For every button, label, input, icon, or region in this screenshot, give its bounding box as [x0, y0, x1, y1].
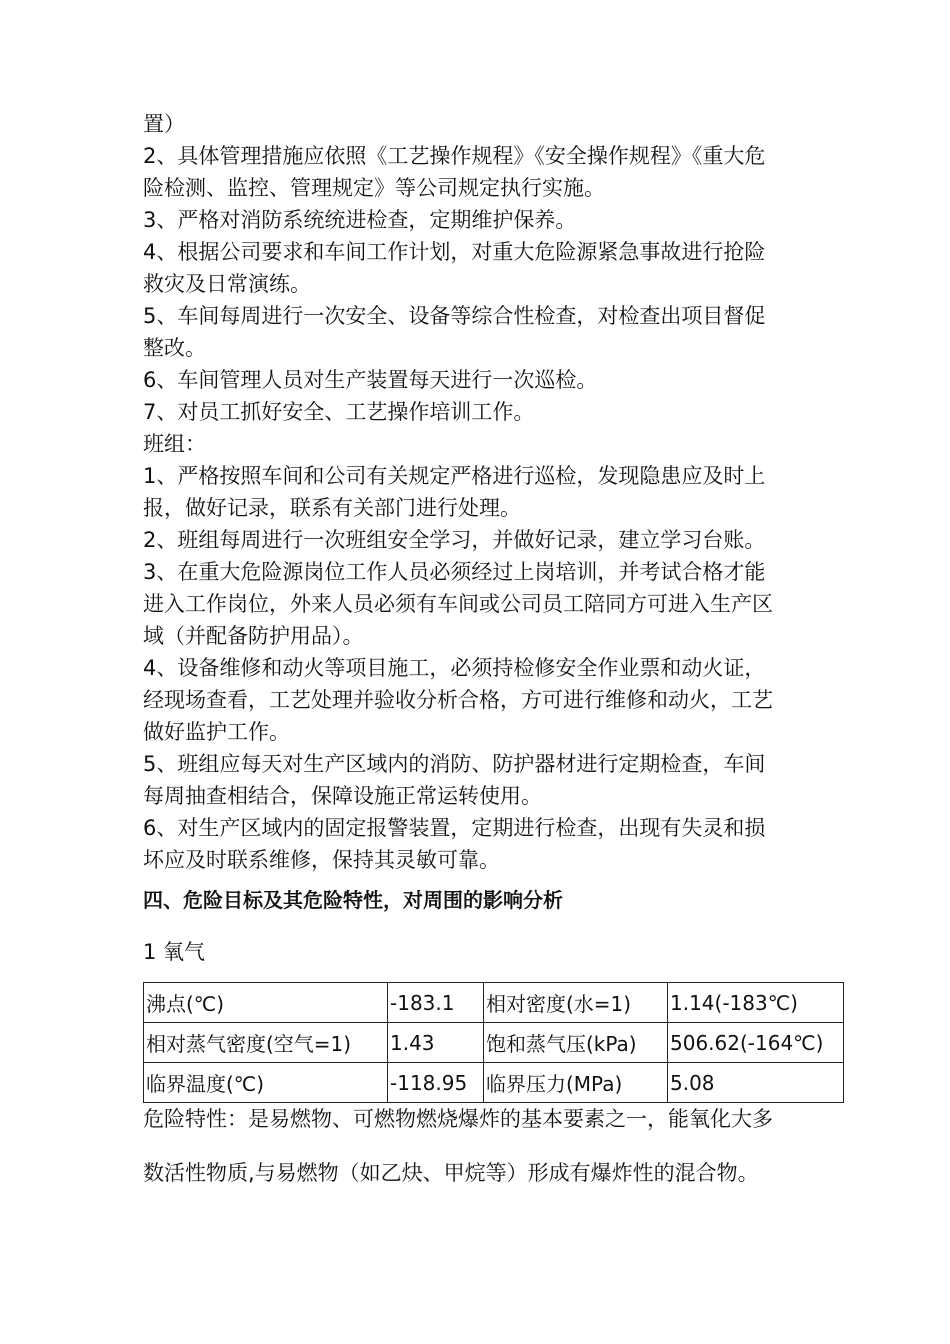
paragraph-line: 4、设备维修和动火等项目施工，必须持检修安全作业票和动火证， [143, 656, 766, 680]
paragraph-line: 3、在重大危险源岗位工作人员必须经过上岗培训，并考试合格才能 [143, 560, 766, 584]
paragraph-line: 7、对员工抓好安全、工艺操作培训工作。 [143, 400, 535, 424]
table-cell: 饱和蒸气压(kPa) [484, 1023, 668, 1063]
table-cell: 相对蒸气密度(空气=1) [144, 1023, 388, 1063]
paragraph-line: 坏应及时联系维修，保持其灵敏可靠。 [143, 848, 500, 872]
paragraph-line: 整改。 [143, 336, 206, 360]
paragraph-line: 险检测、监控、管理规定》等公司规定执行实施。 [143, 176, 605, 200]
table-cell: 沸点(℃) [144, 983, 388, 1023]
paragraph-line: 2、具体管理措施应依照《工艺操作规程》《安全操作规程》《重大危 [143, 144, 766, 168]
paragraph-line: 5、班组应每天对生产区域内的消防、防护器材进行定期检查，车间 [143, 752, 766, 776]
paragraph-line: 1、严格按照车间和公司有关规定严格进行巡检，发现隐患应及时上 [143, 464, 766, 488]
paragraph-line: 做好监护工作。 [143, 720, 290, 744]
paragraph-line: 5、车间每周进行一次安全、设备等综合性检查，对检查出项目督促 [143, 304, 766, 328]
paragraph-line: 4、根据公司要求和车间工作计划，对重大危险源紧急事故进行抢险 [143, 240, 766, 264]
substance-heading: 1 氧气 [143, 940, 206, 964]
paragraph-line: 救灾及日常演练。 [143, 272, 311, 296]
paragraph-line: 进入工作岗位，外来人员必须有车间或公司员工陪同方可进入生产区 [143, 592, 773, 616]
table-cell: 506.62(-164℃) [668, 1023, 844, 1063]
table-cell: 1.14(-183℃) [668, 983, 844, 1023]
paragraph-line: 2、班组每周进行一次班组安全学习，并做好记录，建立学习台账。 [143, 528, 766, 552]
table-cell: 1.43 [388, 1023, 484, 1063]
paragraph-line: 域（并配备防护用品）。 [143, 624, 364, 648]
paragraph-line: 经现场查看，工艺处理并验收分析合格，方可进行维修和动火，工艺 [143, 688, 773, 712]
table-cell: 临界压力(MPa) [484, 1063, 668, 1103]
table-row [144, 983, 844, 1023]
table-cell: 5.08 [668, 1063, 844, 1103]
table-cell: 临界温度(℃) [144, 1063, 388, 1103]
paragraph-line: 报，做好记录，联系有关部门进行处理。 [143, 496, 521, 520]
table-cell: 相对密度(水=1) [484, 983, 668, 1023]
paragraph-line: 3、严格对消防系统统进检查，定期维护保养。 [143, 208, 577, 232]
table-row [144, 1063, 844, 1103]
hazard-description: 危险特性：是易燃物、可燃物燃烧爆炸的基本要素之一，能氧化大多 [143, 1107, 773, 1131]
paragraph-line: 6、车间管理人员对生产装置每天进行一次巡检。 [143, 368, 598, 392]
hazard-description: 数活性物质,与易燃物（如乙炔、甲烷等）形成有爆炸性的混合物。 [143, 1161, 759, 1185]
paragraph-line: 置） [143, 112, 185, 136]
document-page [143, 108, 843, 1189]
paragraph-line: 6、对生产区域内的固定报警装置，定期进行检查，出现有失灵和损 [143, 816, 766, 840]
table-row [144, 1023, 844, 1063]
table-cell: -183.1 [388, 983, 484, 1023]
team-label: 班组： [143, 432, 206, 456]
property-table [143, 982, 844, 1103]
paragraph-line: 每周抽查相结合，保障设施正常运转使用。 [143, 784, 542, 808]
section-heading: 四、危险目标及其危险特性，对周围的影响分析 [143, 888, 563, 912]
table-cell: -118.95 [388, 1063, 484, 1103]
